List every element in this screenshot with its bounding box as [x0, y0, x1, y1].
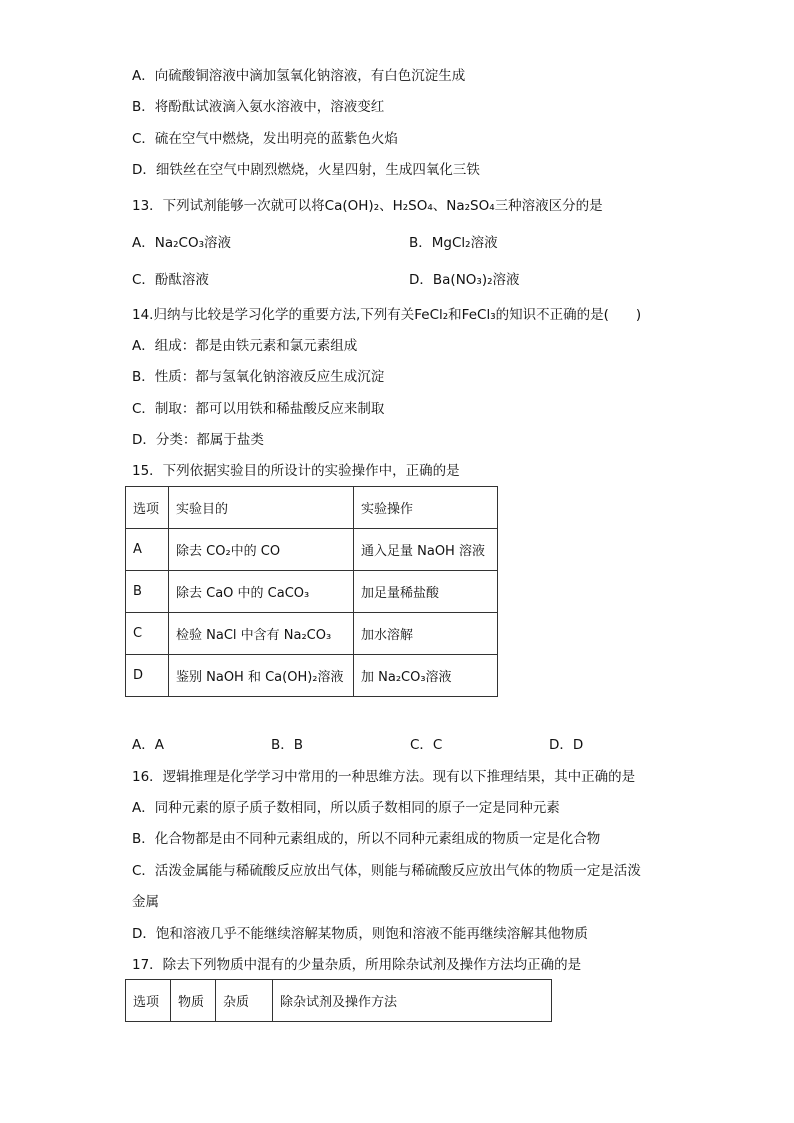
option-12a: A．向硫酸铜溶液中滴加氢氧化钠溶液，有白色沉淀生成: [132, 68, 466, 84]
option-16b: B．化合物都是由不同种元素组成的，所以不同种元素组成的物质一定是化合物: [132, 831, 601, 847]
table-header-cell: 选项: [126, 980, 171, 1022]
table-header-cell: 实验目的: [169, 487, 354, 529]
table-row: [126, 613, 498, 655]
option-16a: A．同种元素的原子质子数相同，所以质子数相同的原子一定是同种元素: [132, 800, 560, 816]
table-row: [126, 529, 498, 571]
option-15c: C．C: [410, 737, 443, 753]
table-cell: C: [126, 613, 169, 655]
table-cell: 加足量稀盐酸: [354, 571, 498, 613]
option-15d: D．D: [549, 737, 584, 753]
option-16c: C．活泼金属能与稀硫酸反应放出气体，则能与稀硫酸反应放出气体的物质一定是活泼: [132, 863, 641, 879]
option-12b: B．将酚酞试液滴入氨水溶液中，溶液变红: [132, 99, 385, 115]
table-cell: D: [126, 655, 169, 697]
table-cell: 通入足量 NaOH 溶液: [354, 529, 498, 571]
table-cell: 加 Na₂CO₃溶液: [354, 655, 498, 697]
table-header-cell: 除杂试剂及操作方法: [273, 980, 552, 1022]
option-15a: A．A: [132, 737, 164, 753]
table-cell: 加水溶解: [354, 613, 498, 655]
table-header-cell: 实验操作: [354, 487, 498, 529]
table-cell: 检验 NaCl 中含有 Na₂CO₃: [169, 613, 354, 655]
option-16c-continued: 金属: [132, 894, 159, 910]
table-cell: 除去 CaO 中的 CaCO₃: [169, 571, 354, 613]
question-17: 17．除去下列物质中混有的少量杂质，所用除杂试剂及操作方法均正确的是: [132, 957, 582, 973]
table-cell: 除去 CO₂中的 CO: [169, 529, 354, 571]
question-14: 14.归纳与比较是学习化学的重要方法,下列有关FeCl₂和FeCl₃的知识不正确的是( ): [132, 307, 642, 323]
table-17: [125, 979, 552, 1022]
table-row: [126, 655, 498, 697]
option-13d: D．Ba(NO₃)₂溶液: [409, 272, 520, 288]
table-cell: A: [126, 529, 169, 571]
option-12c: C．硫在空气中燃烧，发出明亮的蓝紫色火焰: [132, 131, 398, 147]
option-13b: B．MgCl₂溶液: [409, 235, 498, 251]
table-15: [125, 486, 498, 697]
option-16d: D．饱和溶液几乎不能继续溶解某物质，则饱和溶液不能再继续溶解其他物质: [132, 926, 588, 942]
table-header-cell: 物质: [171, 980, 216, 1022]
table-header-cell: 选项: [126, 487, 169, 529]
table-cell: 鉴别 NaOH 和 Ca(OH)₂溶液: [169, 655, 354, 697]
table-cell: B: [126, 571, 169, 613]
option-13c: C．酚酞溶液: [132, 272, 209, 288]
question-15: 15．下列依据实验目的所设计的实验操作中，正确的是: [132, 463, 460, 479]
option-12d: D．细铁丝在空气中剧烈燃烧，火星四射，生成四氧化三铁: [132, 162, 480, 178]
table-row: [126, 571, 498, 613]
table-header-cell: 杂质: [216, 980, 273, 1022]
option-13a: A．Na₂CO₃溶液: [132, 235, 231, 251]
option-14d: D．分类：都属于盐类: [132, 432, 264, 448]
option-14b: B．性质：都与氢氧化钠溶液反应生成沉淀: [132, 369, 385, 385]
table-header-row: [126, 980, 552, 1022]
table-header-row: [126, 487, 498, 529]
option-14c: C．制取：都可以用铁和稀盐酸反应来制取: [132, 401, 385, 417]
option-14a: A．组成：都是由铁元素和氯元素组成: [132, 338, 358, 354]
question-13: 13．下列试剂能够一次就可以将Ca(OH)₂、H₂SO₄、Na₂SO₄三种溶液区分的是: [132, 198, 603, 214]
option-15b: B．B: [271, 737, 304, 753]
question-16: 16．逻辑推理是化学学习中常用的一种思维方法。现有以下推理结果，其中正确的是: [132, 769, 636, 785]
